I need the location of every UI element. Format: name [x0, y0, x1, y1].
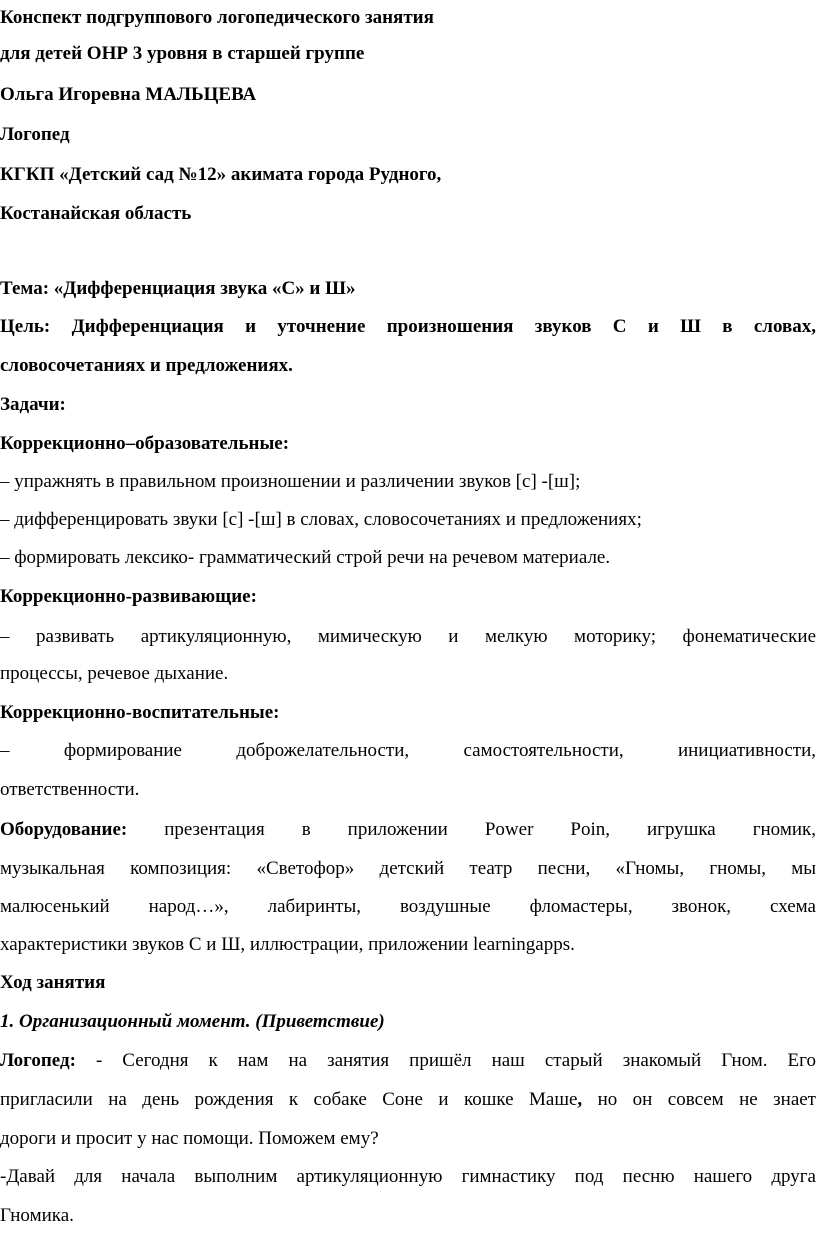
speech-line-2 [0, 1088, 816, 1112]
speech-line-4: -Давай для начала выполним артикуляционную гимнастику под песню нашего друга [0, 1166, 816, 1187]
goal-line-2: словосочетаниях и предложениях. [0, 355, 293, 376]
developing-line-1: – развивать артикуляционную, мимическую и мелкую моторику; фонематические [0, 626, 816, 647]
equipment-text: презентация в приложении Power Poin, игрушка гномик, [127, 819, 816, 840]
region: Костанайская область [0, 203, 192, 224]
title-line-2: для детей ОНР 3 уровня в старшей группе [0, 43, 365, 64]
step-1-heading: 1. Организационный момент. (Приветствие) [0, 1011, 385, 1032]
equipment-line-4: характеристики звуков С и Ш, иллюстрации, приложении learningapps. [0, 934, 575, 955]
speech-line-3: дороги и просит у нас помощи. Поможем ему? [0, 1128, 379, 1149]
organization: КГКП «Детский сад №12» акимата города Рудного, [0, 164, 442, 185]
equipment-label: Оборудование: [0, 819, 128, 840]
goal-line-1: Цель: Дифференциация и уточнение произношения звуков С и Ш в словах, [0, 316, 816, 337]
speech-line-1 [0, 1049, 816, 1073]
section-heading-educational: Коррекционно–образовательные: [0, 433, 290, 454]
developing-line-2: процессы, речевое дыхание. [0, 663, 229, 684]
equipment-line-2: музыкальная композиция: «Светофор» детский театр песни, «Гномы, гномы, мы [0, 858, 816, 879]
list-item: – дифференцировать звуки [с] -[ш] в словах, словосочетаниях и предложениях; [0, 509, 642, 530]
title-line-1: Конспект подгруппового логопедического занятия [0, 7, 434, 28]
equipment-line-3: малюсенький народ…», лабиринты, воздушные фломастеры, звонок, схема [0, 896, 816, 917]
section-heading-upbringing: Коррекционно-воспитательные: [0, 702, 280, 723]
speech-text: но он совсем не знает [582, 1089, 816, 1110]
list-item: – формировать лексико- грамматический строй речи на речевом материале. [0, 547, 611, 568]
speech-text: - Сегодня к нам на занятия пришёл наш старый знакомый Гном. Его [75, 1050, 816, 1071]
list-item: – упражнять в правильном произношении и различении звуков [с] -[ш]; [0, 471, 581, 492]
equipment-line-1 [0, 818, 816, 842]
speech-comma: , [577, 1089, 583, 1110]
speech-text: пригласили на день рождения к собаке Соне и кошке Маше [0, 1089, 578, 1110]
speech-line-5: Гномика. [0, 1205, 74, 1226]
speaker-label: Логопед: [0, 1050, 76, 1071]
author-name: Ольга Игоревна МАЛЬЦЕВА [0, 84, 257, 105]
lesson-heading: Ход занятия [0, 972, 106, 993]
upbringing-line-2: ответственности. [0, 779, 140, 800]
upbringing-line-1: – формирование доброжелательности, самостоятельности, инициативности, [0, 740, 816, 761]
tasks-heading: Задачи: [0, 394, 66, 415]
author-position: Логопед [0, 124, 70, 145]
section-heading-developing: Коррекционно-развивающие: [0, 586, 257, 607]
topic: Тема: «Дифференциация звука «С» и Ш» [0, 278, 356, 299]
